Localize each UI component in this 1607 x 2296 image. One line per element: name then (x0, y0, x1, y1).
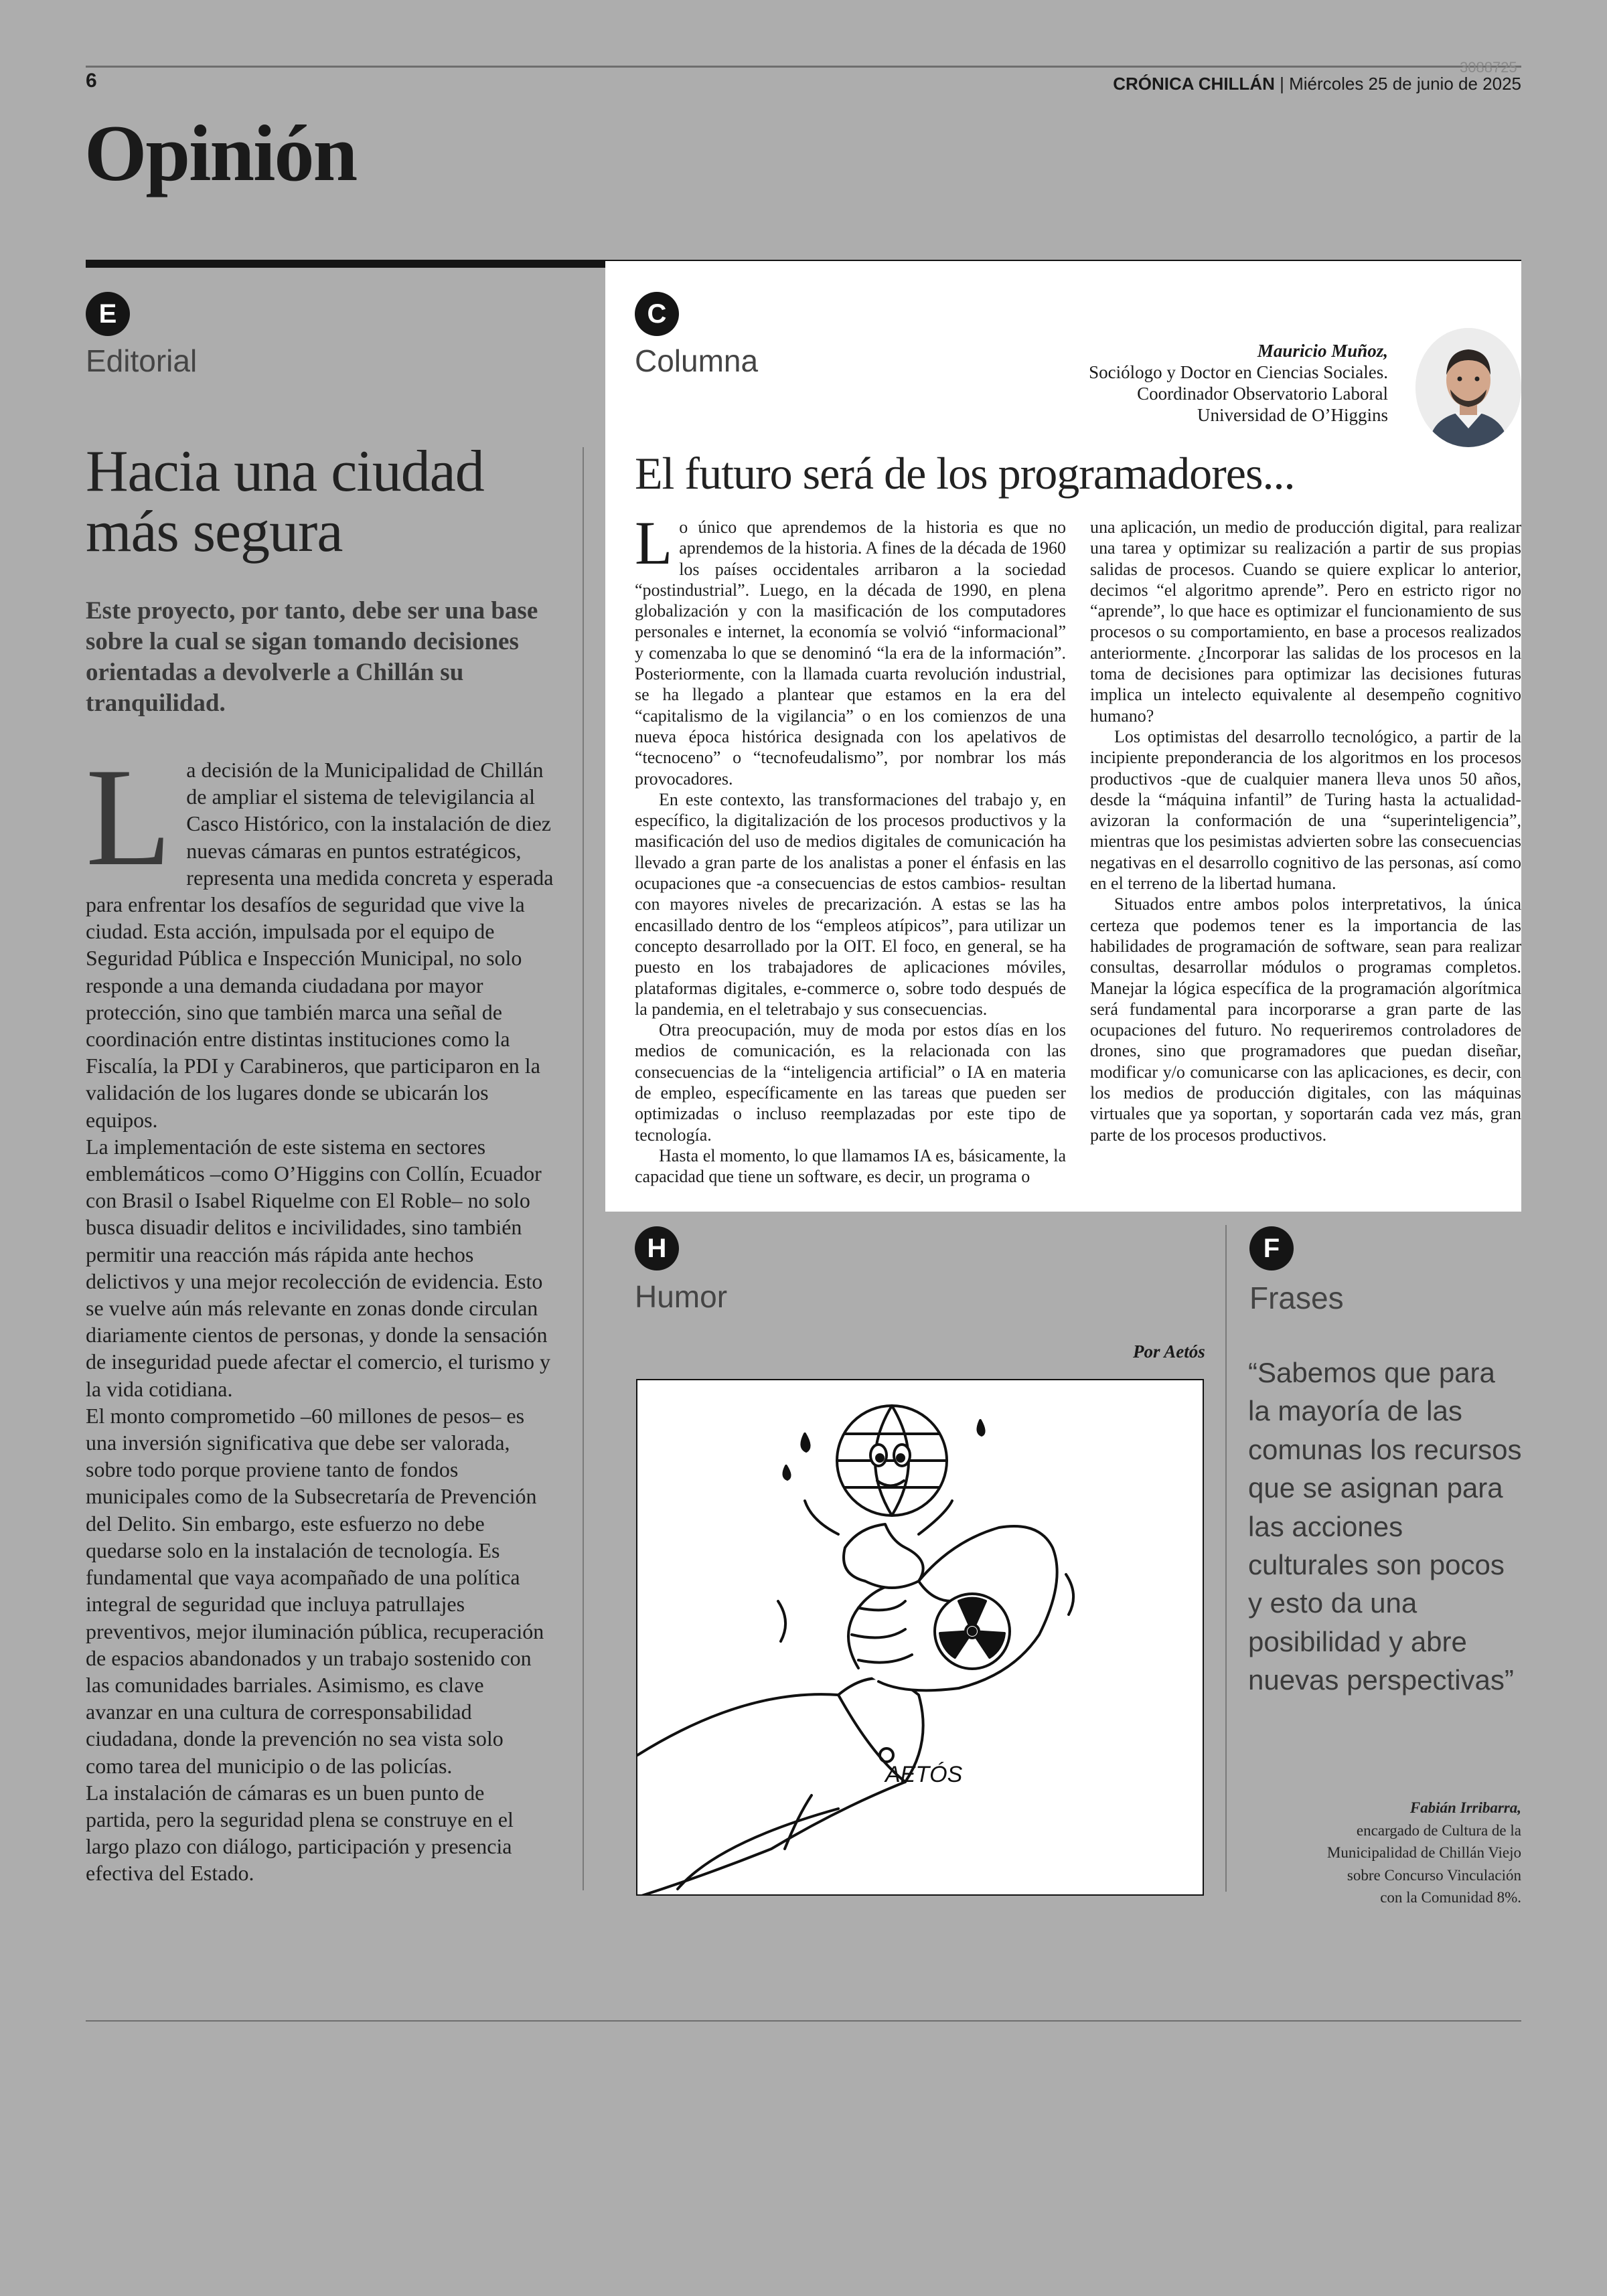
column-text-col-2 (1090, 517, 1521, 1145)
cartoon-image (636, 1379, 1204, 1896)
column-paragraph: una aplicación, un medio de producción digital, para realizar una tarea y optimizar su realización a partir de sus propias salidas de procesos. Cuando se quiere explicar lo anterior, decimos “el algoritmo aprende”. Pero en estricto rigor no “aprende”, lo que hace es optimizar el funcionamiento de sus procesos o su comportamiento, en base a procesos realizados anteriormente. ¿Incorporar las salidas de los procesos en la toma de decisiones para optimizar las decisiones futuras implica un intelecto equivalente al desempeño cognitivo humano? (1090, 517, 1521, 726)
cartoon-byline: Por Aetós (1133, 1341, 1205, 1362)
editorial-paragraph: La instalación de cámaras es un buen punto de partida, pero la seguridad plena se construye en el largo plazo con diálogo, participación y presencia efectiva del Estado. (86, 1780, 514, 1886)
editorial-paragraph: La implementación de este sistema en sectores emblemáticos –como O’Higgins con Collín, Ecuador con Brasil o Isabel Riquelme con El Roble– no solo busca disuadir delitos e incivilidades, sino también permitir una reacción más rápida ante hechos delictivos y una mejor recolección de evidencia. Esto se vuelve aún más relevante en zonas donde circulan diariamente cientos de personas, y donde la sensación de inseguridad puede afectar el comercio, el turismo y la vida cotidiana. (86, 1134, 550, 1401)
doc-code: 3088725 (1460, 59, 1517, 76)
section-title: Opinión (84, 108, 357, 197)
publication-date: | Miércoles 25 de junio de 2025 (1280, 74, 1521, 94)
quote-author-role: Municipalidad de Chillán Viejo (1326, 1844, 1521, 1861)
column-text-col-1 (635, 509, 1066, 1187)
editorial-badge: E (86, 292, 130, 336)
author-photo (1415, 328, 1521, 447)
frases-label: Frases (1249, 1281, 1344, 1315)
editorial-dropcap: L (86, 740, 172, 895)
column-dropcap: L (635, 509, 673, 577)
author-role: Coordinador Observatorio Laboral (1137, 384, 1388, 404)
frases-badge: F (1249, 1226, 1294, 1270)
author-block (1089, 340, 1388, 426)
column-headline: El futuro será de los programadores... (635, 448, 1295, 499)
editorial-body (86, 740, 554, 1887)
editorial-headline: Hacia una ciudad más segura (86, 439, 484, 564)
top-rule (86, 66, 1521, 68)
quote-attribution (1280, 1797, 1521, 1909)
editorial-deck: Este proyecto, por tanto, debe ser una base sobre la cual se sigan tomando decisiones orientadas a devolverle a Chillán su tranquilidad. (86, 597, 538, 717)
editorial-paragraph: El monto comprometido –60 millones de pesos– es una inversión significativa que debe ser valorada, sobre todo porque proviene tanto de fondos municipales como de la Subsecretaría de Prevención del Delito. Sin embargo, este esfuerzo no debe quedarse solo en la instalación de tecnología. Es fundamental que vaya acompañado de una política integral de seguridad que incluya patrullajes preventivos, mejor iluminación pública, recuperación de espacios abandonados y un trabajo sostenido con las comunidades barriales. Asimismo, es clave avanzar en una cultura de corresponsabilidad ciudadana, donde la prevención no sea vista solo como tarea del municipio o de las policías. (86, 1403, 544, 1778)
masthead-line (1113, 74, 1521, 94)
quote-author-role: encargado de Cultura de la (1356, 1821, 1521, 1839)
column-label: Columna (635, 343, 759, 378)
column-paragraph: o único que aprendemos de la historia es que no aprendemos de la historia. A fines de la década de 1960 los países occidentales arribaron a la sociedad “postindustrial”. Luego, en la década de 1990, en plena globalización y con la masificación de los computadores personales e internet, la economía se volvió “informacional” y comenzaba lo que se denominó “la era de la información”. Posteriormente, con la llamada cuarta revolución industrial, se ha llegado a plantear que estamos en la era del “capitalismo de la vigilancia” o en los comienzos de una nueva época histórica designada con los apelativos de “tecnoceno” o “tecnofeudalismo”, por nombrar los más provocadores. (635, 517, 1066, 789)
column-paragraph: En este contexto, las transformaciones del trabajo y, en específico, la digitalización de los procesos productivos y la masificación del uso de medios digitales de comunicación ha llevado a gran parte de los analistas a poner el énfasis en las ocupaciones que -a consecuencias de estos cambios- resultan con mayores niveles de precarización. A estas se las ha encasillado dentro de los “empleos atípicos”, para utilizar un concepto desarrollado por la OIT. El foco, en general, se ha puesto en los trabajadores de aplicaciones móviles, plataformas digitales, e-commerce o, sobre todo después de la pandemia, en el teletrabajo y sus consecuencias. (635, 789, 1066, 1019)
author-role: Sociólogo y Doctor en Ciencias Sociales. (1089, 362, 1388, 382)
publication-name: CRÓNICA CHILLÁN (1113, 74, 1275, 94)
column-paragraph: Los optimistas del desarrollo tecnológico, a partir de la incipiente preponderancia de los algoritmos en los procesos productivos -que de cualquier manera lleva unos 50 años, desde la “máquina infantil” de Turing hasta la actualidad- avizoran la conformación de una “superinteligencia”, mientras que los pesimistas advierten sobre las consecuencias negativas en el desarrollo cognitivo de las personas, así como en el terreno de la libertad humana. (1090, 726, 1521, 894)
author-name: Mauricio Muñoz, (1257, 341, 1388, 361)
page-number: 6 (86, 70, 97, 92)
author-role: Universidad de O’Higgins (1197, 405, 1388, 425)
column-paragraph: Situados entre ambos polos interpretativos, la única certeza que podemos tener es la importancia de las habilidades de programación de software, sean para realizar consultas, desarrollar módulos o programas completos. Manejar la lógica específica de la programación algorítmica será fundamental para incorporarse a gran parte de las ocupaciones del futuro. No requeriremos controladores de drones, sino que programadores que puedan diseñar, modificar y/o comunicarse con las aplicaciones, es decir, con los medios de producción digitales, con las máquinas virtuales que ya soportan, y soportarán cada vez más, gran parte de los procesos productivos. (1090, 894, 1521, 1145)
quote-author-role: con la Comunidad 8%. (1380, 1889, 1521, 1906)
quote-author-role: sobre Concurso Vinculación (1347, 1866, 1521, 1884)
editorial-label: Editorial (86, 343, 198, 378)
column-divider (583, 447, 584, 1890)
column-paragraph: Hasta el momento, lo que llamamos IA es, básicamente, la capacidad que tiene un software, es decir, un programa o (635, 1145, 1066, 1187)
quote-text: “Sabemos que para la mayoría de las comunas los recursos que se asignan para las acciones culturales son pocos y esto da una posibilidad y abre nuevas perspectivas” (1248, 1357, 1522, 1696)
quote-author: Fabián Irribarra, (1409, 1799, 1521, 1816)
humor-badge: H (635, 1226, 679, 1270)
editorial-paragraph: a decisión de la Municipalidad de Chillán de ampliar el sistema de televigilancia al Casco Histórico, con la instalación de diez nuevas cámaras en puntos estratégicos, representa una medida concreta y esperada para enfrentar los desafíos de seguridad que vive la ciudad. Esta acción, impulsada por el equipo de Seguridad Pública e Inspección Municipal, no solo responde a una demanda ciudadana por mayor protección, sino que también marca una señal de coordinación entre distintas instituciones como la Fiscalía, la PDI y Carabineros, que participaron en la validación de los lugares donde se ubicarán los equipos. (86, 758, 554, 1132)
humor-label: Humor (635, 1279, 728, 1314)
column-divider (1225, 1225, 1227, 1892)
cartoon-signature: AETÓS (885, 1762, 963, 1787)
bottom-rule (86, 2020, 1521, 2022)
column-badge: C (635, 292, 679, 336)
column-paragraph: Otra preocupación, muy de moda por estos días en los medios de comunicación, es la relacionada con las consecuencias de la “inteligencia artificial” o IA en materia de empleo, específicamente en las tareas que pueden ser optimizadas o incluso reemplazadas por este tipo de tecnología. (635, 1020, 1066, 1145)
